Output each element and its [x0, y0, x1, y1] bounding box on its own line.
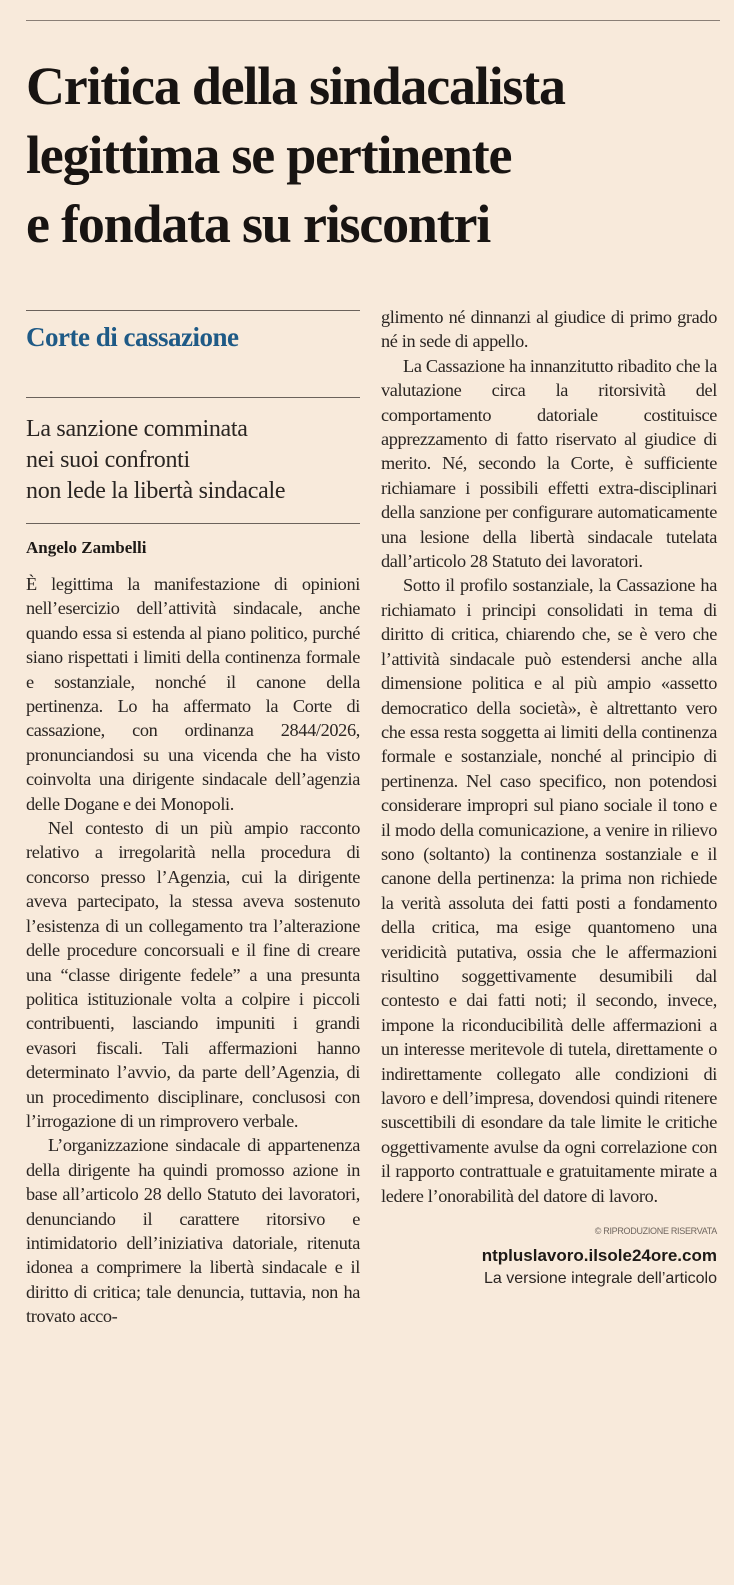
- promo-description: La versione integrale dell’articolo: [483, 1270, 717, 1288]
- top-divider: [26, 20, 720, 21]
- paragraph: È legittima la manifestazione di opinioni nell’esercizio dell’attività sindacale, anche quando essa si estenda al piano politico, purché siano rispettati i limiti della continenza formale e sostanziale, nonché il canone della pertinenza. Lo ha affermato la Corte di cassazione, con ordinanza 2844/2026, pronunciandosi su una vicenda che ha visto coinvolta una dirigente sindacale dell’agenzia delle Dogane e dei Monopoli.: [26, 574, 360, 814]
- headline-line: e fondata su riscontri: [26, 194, 491, 254]
- subheadline: [26, 414, 360, 507]
- copyright-notice: © RIPRODUZIONE RISERVATA: [594, 1226, 717, 1237]
- author-byline: Angelo Zambelli: [26, 538, 147, 557]
- promo-link[interactable]: ntpluslavoro.ilsole24ore.com: [481, 1246, 717, 1266]
- subhead-line: non lede la libertà sindacale: [26, 478, 286, 504]
- paragraph: L’organizzazione sindacale di appartenenza della dirigente ha quindi promosso azione in base all’articolo 28 dello Statuto dei lavoratori, denunciando il carattere ritorsivo e intimidatorio dell’iniziativa datoriale, ritenuta idonea a comprimere la libertà sindacale e il diritto di critica; tale denuncia, tuttavia, non ha trovato acco-: [26, 1135, 360, 1327]
- paragraph: La Cassazione ha innanzitutto ribadito che la valutazione circa la ritorsività del comportamento datoriale costituisce apprezzamento di fatto riservato al giudice di merito. Né, secondo la Corte, è sufficiente richiamare i possibili effetti extra-disciplinari della sanzione per configurare automaticamente una lesione della libertà sindacale tutelata dall’articolo 28 Statuto dei lavoratori.: [381, 355, 717, 572]
- paragraph: Sotto il profilo sostanziale, la Cassazione ha richiamato i principi consolidati in tema di diritto di critica, chiarendo che, se è vero che l’attività sindacale può estendersi anche alla dimensione politica e al più ampio «assetto democratico della società», è altrettanto vero che essa resta soggetta ai limiti della continenza formale e sostanziale, nonché al principio di pertinenza. Nel caso specifico, non potendosi considerare impropri sul piano sociale il tono e il modo della comunicazione, a venire in rilievo sono (soltanto) la continenza sostanziale e il canone della pertinenza: la prima non richiede la verità assoluta dei fatti posti a fondamento della critica, ma esige quantomeno una veridicità putativa, ossia che le affermazioni risultino soggettivamente desumibili dal contesto e dai fatti noti; il secondo, invece, impone la riconducibilità delle affermazioni a un interesse meritevole di tutela, direttamente o indirettamente collegato alle condizioni di lavoro e dell’impresa, dovendosi quindi ritenere suscettibili di esondare da tale limite le critiche oggettivamente avulse da ogni correlazione con il rapporto contrattuale e gratuitamente mirate a ledere l’onorabilità del datore di lavoro.: [381, 575, 717, 1206]
- subhead-line: La sanzione comminata: [26, 416, 248, 442]
- left-column: [26, 310, 360, 1329]
- author-divider: [26, 523, 360, 524]
- headline-line: legittima se pertinente: [26, 125, 512, 185]
- headline: [26, 52, 716, 259]
- article-body-right: [381, 305, 717, 1208]
- paragraph: glimento né dinnanzi al giudice di primo grado né in sede di appello.: [381, 307, 717, 352]
- headline-line: Critica della sindacalista: [26, 56, 565, 116]
- paragraph: Nel contesto di un più ampio racconto relativo a irregolarità nella procedura di concorso presso l’Agenzia, cui la dirigente aveva partecipato, la stessa aveva sostenuto l’esistenza di un collegamento tra l’alterazione delle procedure concorsuali e il fine di creare una “classe dirigente fedele” a una presunta politica istituzionale volta a colpire i piccoli contribuenti, lasciando impuniti i grandi evasori fiscali. Tali affermazioni hanno determinato l’avvio, da parte dell’Agenzia, di un procedimento disciplinare, conclusosi con l’irrogazione di un rimprovero verbale.: [26, 818, 360, 1131]
- right-column: [381, 305, 717, 1288]
- subhead-line: nei suoi confronti: [26, 447, 190, 473]
- subhead-divider: [26, 397, 360, 398]
- section-kicker: Corte di cassazione: [26, 322, 239, 352]
- article-body-left: [26, 572, 360, 1329]
- kicker-divider: [26, 310, 360, 311]
